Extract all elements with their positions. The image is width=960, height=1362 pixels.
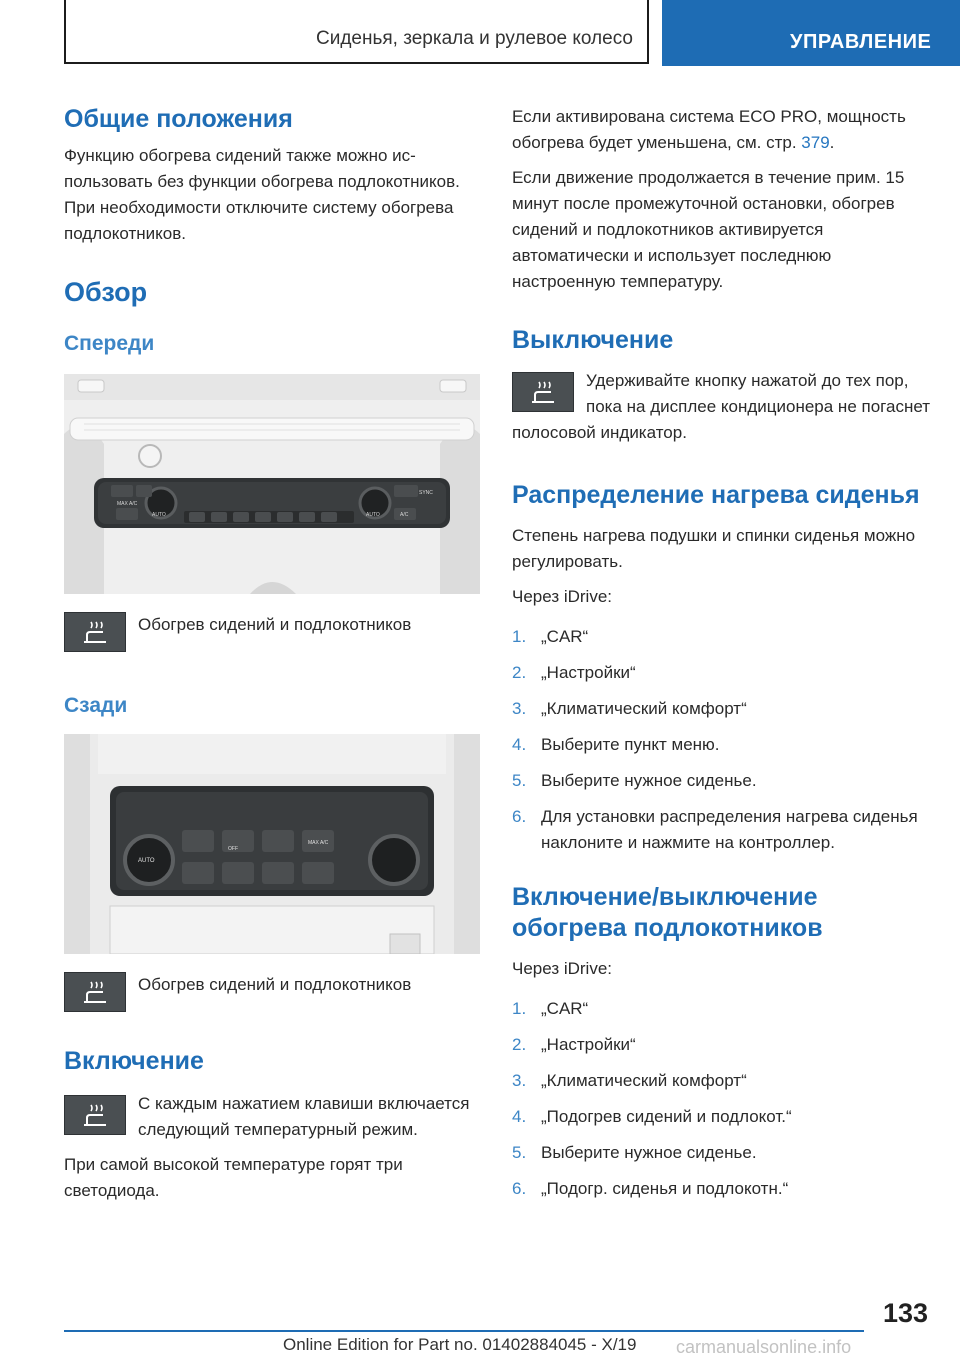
right-column <box>512 104 932 1212</box>
seat-heating-icon <box>64 972 126 1012</box>
step-text: „Климатический комфорт“ <box>541 1071 747 1090</box>
off-text: Удерживайте кнопку нажатой до тех пор, пока на дисплее кондиционера не погаснет полосовой индикатор. <box>512 371 931 442</box>
page-link[interactable]: 379 <box>801 133 830 152</box>
on-heading: Включение <box>64 1047 204 1075</box>
armrest-heading: Включение/выключение обогрева подлокотников <box>512 883 823 942</box>
off-heading: Выключение <box>512 326 674 354</box>
rear-btn-maxac: MAX A/C <box>308 840 329 846</box>
step-number: 1. <box>512 627 527 646</box>
page-number: 133 <box>882 1298 928 1328</box>
list-item <box>512 804 932 856</box>
step-number: 5. <box>512 771 527 790</box>
general-text: Функцию обогрева сидений также можно использовать без функции обогрева подлокотников. При необходимости отключите систему обогрева подлокотников. <box>64 146 460 243</box>
list-item <box>512 1140 932 1166</box>
off-block <box>512 368 932 446</box>
step-number: 4. <box>512 735 527 754</box>
distribution-via: Через iDrive: <box>512 587 613 606</box>
step-number: 2. <box>512 663 527 682</box>
eco-text <box>512 104 932 156</box>
front-panel-illustration <box>64 374 480 594</box>
list-item <box>512 1104 932 1130</box>
on-block <box>64 1091 480 1204</box>
distribution-steps <box>512 624 932 856</box>
overview-heading: Обзор <box>64 277 148 307</box>
step-text: „Подогр. сиденья и подлокотн.“ <box>541 1179 789 1198</box>
step-text: Выберите пункт меню. <box>541 735 720 754</box>
drive-text: Если движение продолжается в течение прим. 15 минут после промежуточной остановки, обогрев сидений и подлокотников активируется автоматически и использует последнюю настроенную температуру. <box>512 168 905 291</box>
step-number: 6. <box>512 807 527 826</box>
list-item <box>512 1176 932 1202</box>
seat-heating-icon <box>512 372 574 412</box>
rear-panel-illustration <box>64 734 480 954</box>
step-number: 2. <box>512 1035 527 1054</box>
on-text-2: При самой высокой температуре горят три светодиода. <box>64 1155 403 1200</box>
rear-btn-auto: AUTO <box>138 858 155 864</box>
rear-caption: Обогрев сидений и подлокотников <box>138 975 412 994</box>
step-text: „CAR“ <box>541 627 589 646</box>
on-text: С каждым нажатием клавиши включается следующий температурный режим. <box>138 1094 470 1139</box>
step-text: Выберите нужное сиденье. <box>541 1143 757 1162</box>
step-text: Для установки распределения нагрева сиденья наклоните и нажмите на контроллер. <box>541 807 918 852</box>
step-number: 6. <box>512 1179 527 1198</box>
chapter-tab: УПРАВЛЕНИЕ <box>662 0 960 66</box>
section-title: Сиденья, зеркала и рулевое колесо <box>316 28 633 49</box>
front-climate-panel-image <box>64 374 480 594</box>
front-heading: Спереди <box>64 332 155 355</box>
step-number: 1. <box>512 999 527 1018</box>
armrest-steps <box>512 996 932 1202</box>
step-text: „CAR“ <box>541 999 589 1018</box>
distribution-text: Степень нагрева подушки и спинки сиденья можно регулировать. <box>512 526 916 571</box>
list-item <box>512 624 932 650</box>
rear-climate-panel-image <box>64 734 480 954</box>
list-item <box>512 696 932 722</box>
distribution-heading: Распределение нагрева сиденья <box>512 481 920 509</box>
list-item <box>512 996 932 1022</box>
front-legend <box>64 612 480 652</box>
front-btn-maxac: MAX A/C <box>117 501 138 507</box>
list-item <box>512 1068 932 1094</box>
eco-text-end: . <box>829 133 835 152</box>
front-btn-ac: A/C <box>400 512 409 518</box>
step-text: „Настройки“ <box>541 1035 636 1054</box>
step-number: 3. <box>512 699 527 718</box>
left-column <box>64 104 480 1213</box>
step-text: „Подогрев сидений и подлокот.“ <box>541 1107 792 1126</box>
watermark: carmanualsonline.info <box>676 1337 852 1357</box>
step-number: 4. <box>512 1107 527 1126</box>
step-text: „Настройки“ <box>541 663 636 682</box>
front-btn-sync: SYNC <box>419 490 433 496</box>
step-text: Выберите нужное сиденье. <box>541 771 757 790</box>
eco-text-main: Если активирована система ECO PRO, мощность обогрева будет уменьшена, см. стр. <box>512 107 906 152</box>
rear-heading: Сзади <box>64 694 128 717</box>
list-item <box>512 660 932 686</box>
list-item <box>512 768 932 794</box>
seat-heating-icon <box>64 1095 126 1135</box>
footer-divider <box>64 1330 864 1332</box>
front-btn-auto-left: AUTO <box>152 512 166 518</box>
front-caption: Обогрев сидений и подлокотников <box>138 615 412 634</box>
general-heading: Общие положения <box>64 105 293 133</box>
list-item <box>512 732 932 758</box>
step-number: 3. <box>512 1071 527 1090</box>
step-text: „Климатический комфорт“ <box>541 699 747 718</box>
rear-btn-off: OFF <box>228 846 238 852</box>
front-btn-auto-right: AUTO <box>366 512 380 518</box>
seat-heating-icon <box>64 612 126 652</box>
step-number: 5. <box>512 1143 527 1162</box>
rear-legend <box>64 972 480 1012</box>
running-header <box>64 0 649 64</box>
edition-note: Online Edition for Part no. 01402884045 - X/19 <box>283 1335 637 1354</box>
armrest-via: Через iDrive: <box>512 959 613 978</box>
list-item <box>512 1032 932 1058</box>
